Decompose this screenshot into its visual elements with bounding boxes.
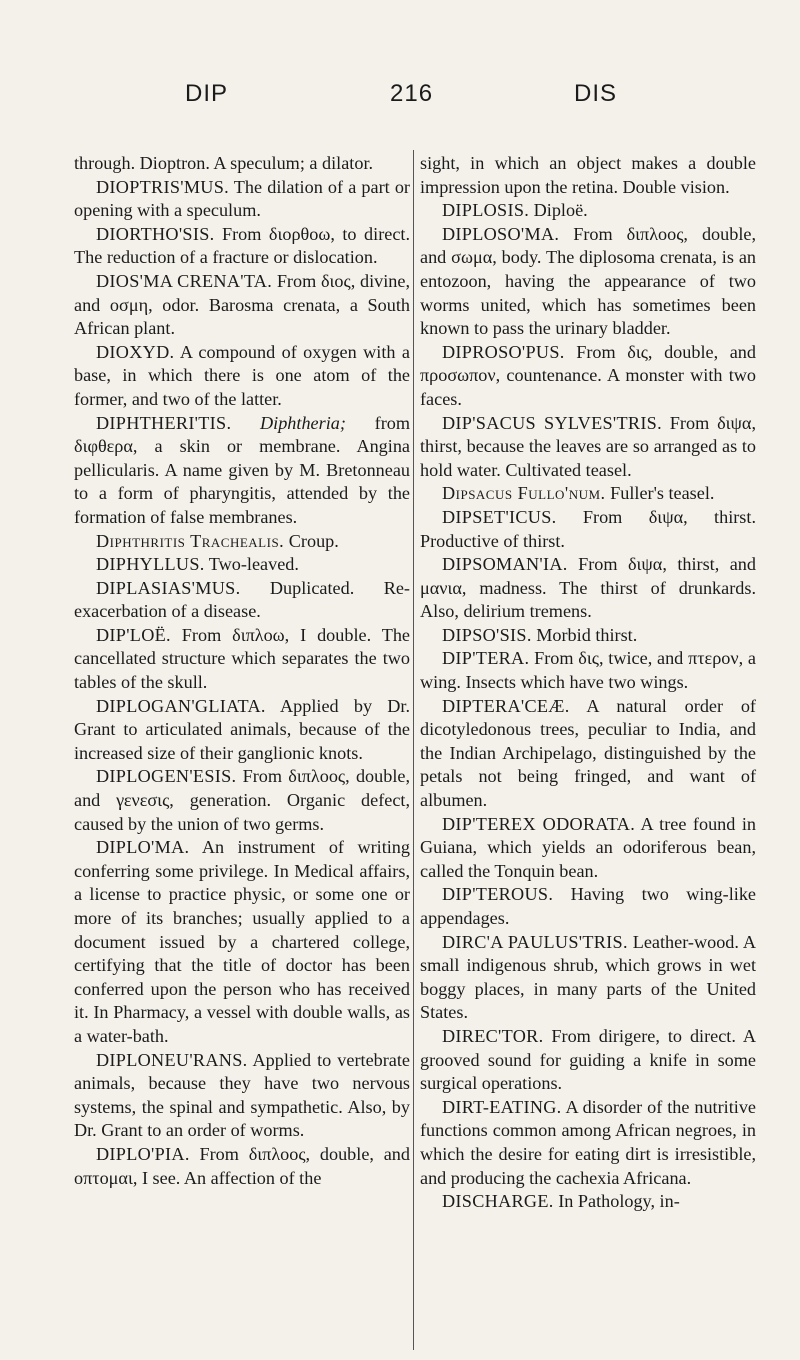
dictionary-entry — [74, 1049, 410, 1143]
dictionary-entry — [74, 836, 410, 1048]
entry-definition: An instrument of writing conferring some privilege. In Medical affairs, a license to practice physic, or some one or more of its branches; usually applied to a document issued by a chartered college, certifying that the title of doctor has been conferred upon the person who has received it. In Pharmacy, a vessel with double walls, as a water-bath. — [74, 837, 410, 1046]
entry-headword: DIPLOSO'MA. — [442, 223, 560, 244]
entry-definition: Croup. — [284, 530, 339, 551]
entry-headword: DIP'TERA. — [442, 648, 530, 669]
entry-headword: DIPHTHERI'TIS. — [96, 412, 232, 433]
entry-definition: From dirigere, to direct. A grooved sound for guiding a knife in some surgical operations. — [420, 1025, 756, 1094]
entry-headword: DIPLOGEN'ESIS. — [96, 766, 237, 787]
dictionary-entry — [74, 412, 410, 530]
entry-headword: DIP'LOË. — [96, 624, 171, 645]
dictionary-entry — [74, 152, 410, 176]
entry-headword: DIPTERA'CEÆ. — [442, 695, 570, 716]
entry-headword: DIRT-EATING. — [442, 1096, 562, 1117]
entry-headword: DIPSET'ICUS. — [442, 506, 557, 527]
entry-headword: DIP'TEREX ODORATA. — [442, 813, 636, 834]
entry-headword: DIOS'MA CRENA'TA. — [96, 270, 273, 291]
dictionary-entry — [420, 223, 756, 341]
column-divider — [413, 150, 414, 1350]
entry-definition: A tree found in Guiana, which yields an odoriferous bean, called the Tonquin bean. — [420, 813, 756, 881]
entry-headword: DIP'SACUS SYLVES'TRIS. — [442, 412, 662, 433]
entry-definition: Applied by Dr. Grant to articulated animals, because of the increased size of their ganglionic knots. — [74, 695, 410, 763]
entry-definition: Two-leaved. — [204, 554, 299, 575]
header-guide-word-right: DIS — [574, 80, 618, 107]
entry-headword: DIOPTRIS'MUS. — [96, 176, 229, 197]
entry-definition: Having two wing-like appendages. — [420, 884, 756, 928]
dictionary-entry — [420, 199, 756, 223]
dictionary-entry — [74, 765, 410, 836]
entry-definition: Fuller's teasel. — [605, 483, 715, 504]
entry-definition: From διψα, thirst, because the leaves are so arranged as to hold water. Cultivated teasel. — [420, 412, 756, 480]
dictionary-entry — [420, 553, 756, 624]
right-column — [420, 152, 756, 1214]
entry-definition: through. Dioptron. A speculum; a dilator. — [74, 153, 374, 173]
entry-headword: DIPLOGAN'GLIATA. — [96, 695, 266, 716]
entry-headword: DIPSO'SIS. — [442, 624, 532, 645]
dictionary-entry — [420, 412, 756, 483]
entry-definition: sight, in which an object makes a double impression upon the retina. Double vision. — [420, 153, 756, 197]
entry-definition: The dilation of a part or opening with a speculum. — [74, 176, 410, 221]
entry-definition: From διψα, thirst, and μανια, madness. The thirst of drunkards. Also, delirium tremens. — [420, 554, 756, 622]
dictionary-entry — [74, 1143, 410, 1190]
dictionary-entry — [74, 624, 410, 695]
left-column — [74, 152, 410, 1190]
entry-definition: From διορθοω, to direct. The reduction of a fracture or dislocation. — [74, 223, 410, 268]
entry-definition: Applied to vertebrate animals, because they have two nervous systems, the spinal and sympathetic. Also, by Dr. Grant to an order of worms. — [74, 1049, 410, 1141]
dictionary-entry — [420, 931, 756, 1025]
dictionary-entry — [74, 341, 410, 412]
entry-headword-smallcaps: Dipsacus Fullo'num. — [442, 483, 606, 504]
page-number: 216 — [390, 80, 434, 107]
entry-headword: DIPLO'MA. — [96, 837, 190, 858]
entry-definition: From διπλοος, double, and σωμα, body. The diplosoma crenata, is an entozoon, having the appearance of two worms united, which has sometimes been known to pass the urinary bladder. — [420, 223, 756, 339]
dictionary-entry — [74, 176, 410, 223]
entry-definition: Morbid thirst. — [531, 624, 638, 645]
entry-definition: In Pathology, in- — [553, 1191, 680, 1212]
dictionary-entry — [420, 813, 756, 884]
entry-headword-smallcaps: Diphthritis Trachealis. — [96, 530, 285, 551]
entry-definition: From διπλοος, double, and οπτομαι, I see. An affection of the — [74, 1143, 410, 1188]
entry-definition: From δις, double, and προσωπον, countenance. A monster with two faces. — [420, 341, 756, 409]
dictionary-entry — [74, 695, 410, 766]
dictionary-entry — [420, 1096, 756, 1190]
entry-headword: DIOXYD. — [96, 341, 175, 362]
entry-definition: From διψα, thirst. Productive of thirst. — [420, 506, 756, 551]
entry-headword: DIPLO'PIA. — [96, 1143, 190, 1164]
entry-definition: Leather-wood. A small indigenous shrub, which grows in wet boggy places, in many parts of the United States. — [420, 931, 756, 1023]
entry-definition: A compound of oxygen with a base, in which there is one atom of the former, and two of the latter. — [74, 341, 410, 409]
dictionary-entry — [74, 530, 410, 554]
entry-headword: DISCHARGE. — [442, 1191, 554, 1212]
dictionary-entry — [74, 577, 410, 624]
entry-definition: A disorder of the nutritive functions common among African negroes, in which the desire for eating dirt is irresistible, and producing the cachexia Africana. — [420, 1096, 756, 1188]
entry-definition: From διπλοος, double, and γενεσις, generation. Organic defect, caused by the union of two germs. — [74, 766, 410, 834]
entry-headword: DIORTHO'SIS. — [96, 223, 215, 244]
dictionary-entry — [420, 883, 756, 930]
entry-definition: From διπλοω, I double. The cancellated structure which separates the two tables of the skull. — [74, 624, 410, 693]
dictionary-entry — [420, 482, 756, 506]
entry-headword: DIRC'A PAULUS'TRIS. — [442, 931, 628, 952]
entry-italic-term: Diphtheria; — [231, 412, 346, 433]
dictionary-entry — [420, 506, 756, 553]
dictionary-entry — [420, 647, 756, 694]
entry-definition: Diploë. — [529, 200, 588, 221]
entry-definition: From δις, twice, and πτερον, a wing. Insects which have two wings. — [420, 648, 756, 693]
dictionary-entry — [420, 1190, 756, 1214]
entry-headword: DIPLASIAS'MUS. — [96, 577, 241, 598]
dictionary-entry — [420, 341, 756, 412]
entry-headword: DIP'TEROUS. — [442, 884, 554, 905]
entry-headword: DIPROSO'PUS. — [442, 341, 565, 362]
entry-definition: From διος, divine, and οσμη, odor. Barosma crenata, a South African plant. — [74, 270, 410, 339]
dictionary-entry — [420, 624, 756, 648]
header-guide-word-left: DIP — [185, 80, 229, 107]
dictionary-entry — [74, 553, 410, 577]
entry-definition: from διφθερα, a skin or membrane. Angina pellicularis. A name given by M. Bretonneau to a form of pharyngitis, attended by the formation of false membranes. — [74, 412, 410, 527]
entry-headword: DIPSOMAN'IA. — [442, 554, 568, 575]
entry-headword: DIPLOSIS. — [442, 200, 530, 221]
dictionary-entry — [420, 1025, 756, 1096]
dictionary-entry — [420, 695, 756, 813]
page-header — [0, 80, 800, 120]
entry-headword: DIPHYLLUS. — [96, 554, 205, 575]
entry-headword: DIPLONEU'RANS. — [96, 1049, 248, 1070]
dictionary-entry — [74, 270, 410, 341]
entry-headword: DIREC'TOR. — [442, 1025, 544, 1046]
entry-definition: Duplicated. Re-exacerbation of a disease. — [74, 577, 410, 622]
entry-definition: A natural order of dicotyledonous trees, peculiar to India, and the Indian Archipelago, distinguished by the petals not being fringed, and want of albumen. — [420, 695, 756, 811]
dictionary-entry — [74, 223, 410, 270]
dictionary-entry — [420, 152, 756, 199]
